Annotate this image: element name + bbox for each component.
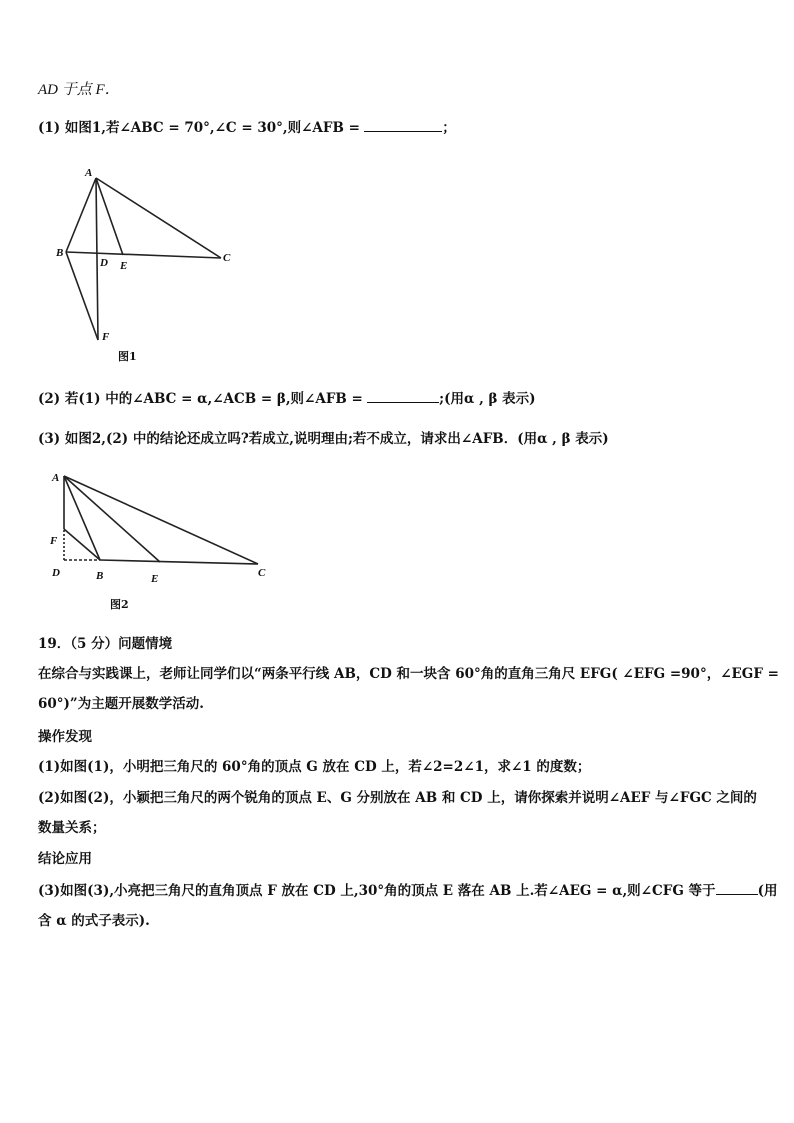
answer-blank-2[interactable] xyxy=(367,388,439,403)
q18-part1-text: (1) 如图1,若∠ABC = 70°,∠C = 30°,则∠AFB = xyxy=(38,120,360,136)
fig2-label-a: A xyxy=(52,472,60,484)
fig2-label-b: B xyxy=(96,570,104,582)
q19-item2-line1: (2)如图(2)，小颖把三角尺的两个锐角的顶点 E、G 分别放在 AB 和 CD 上，请你探索并说明∠AEF 与∠FGC 之间的 xyxy=(38,790,757,806)
fig2-caption: 图2 xyxy=(110,598,129,611)
fig1-label-d: D xyxy=(100,257,108,269)
q19-item3-line2: 含 α 的式子表示). xyxy=(38,913,150,929)
fig2-label-c: C xyxy=(258,567,266,579)
fig1-label-a: A xyxy=(85,167,93,179)
q18-part3 xyxy=(38,429,758,449)
fig2-label-e: E xyxy=(151,573,159,585)
q18-intro-text: AD 于点 F． xyxy=(38,82,120,98)
q18-part2 xyxy=(38,388,758,409)
fig2-label-d: D xyxy=(52,567,60,579)
q18-part2-end: ;(用α , β 表示) xyxy=(439,391,536,407)
answer-blank-1[interactable] xyxy=(364,117,442,132)
q19-item1: (1)如图(1)，小明把三角尺的 60°角的顶点 G 放在 CD 上，若∠2=2∠1，求∠1 的度数； xyxy=(38,759,591,775)
q19-item3-end: (用 xyxy=(757,883,778,899)
q18-part1 xyxy=(38,117,758,138)
figure-1 xyxy=(46,162,246,372)
q19-item2-line2: 数量关系； xyxy=(38,820,106,836)
q19-context-line2: 60°)”为主题开展数学活动. xyxy=(38,696,204,712)
q18-part2-text: (2) 若(1) 中的∠ABC = α,∠ACB = β,则∠AFB = xyxy=(38,391,363,407)
fig1-label-e: E xyxy=(120,260,128,272)
figure-2 xyxy=(40,466,280,616)
q18-part1-end: ； xyxy=(442,120,456,136)
q18-part3-text: (3) 如图2,(2) 中的结论还成立吗?若成立,说明理由;若不成立，请求出∠AFB．(用α , β 表示) xyxy=(38,431,609,447)
fig1-label-b: B xyxy=(56,247,64,259)
section-title-discover: 操作发现 xyxy=(38,729,92,745)
q19-item3-text: (3)如图(3),小亮把三角尺的直角顶点 F 放在 CD 上,30°角的顶点 E 落在 AB 上.若∠AEG = α,则∠CFG 等于 xyxy=(38,883,716,899)
q19-context-line1: 在综合与实践课上，老师让同学们以“两条平行线 AB，CD 和一块含 60°角的直角三角尺 EFG( ∠EFG =90°，∠EGF = xyxy=(38,666,779,682)
answer-blank-3[interactable] xyxy=(716,880,758,895)
q19-item3-line1 xyxy=(38,880,778,901)
fig2-label-f: F xyxy=(50,535,58,547)
section-title-apply: 结论应用 xyxy=(38,851,92,867)
figure-1-svg xyxy=(46,162,246,372)
q18-intro xyxy=(38,80,758,100)
fig1-caption: 图1 xyxy=(118,350,137,363)
q19-heading: 19．（5 分）问题情境 xyxy=(38,636,173,652)
figure-2-svg xyxy=(40,466,280,616)
fig1-label-c: C xyxy=(223,252,231,264)
fig1-label-f: F xyxy=(102,331,110,343)
